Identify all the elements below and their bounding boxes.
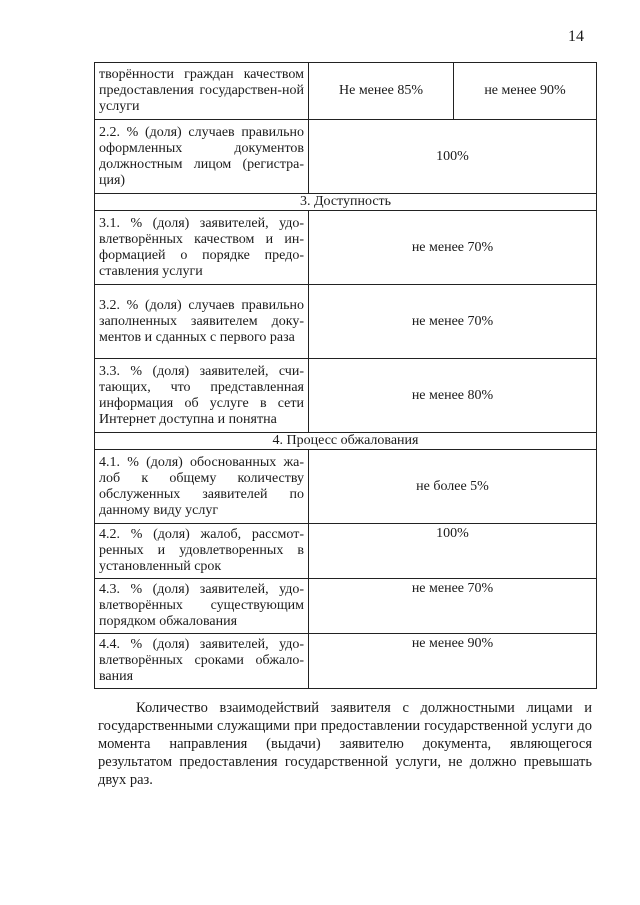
value-cell: 100% bbox=[309, 120, 597, 194]
indicator-cell: 3.2. % (доля) случаев правильно заполненных заявителем доку-ментов и сданных с первого раза bbox=[95, 285, 309, 359]
table-row bbox=[95, 285, 597, 359]
indicator-cell: 3.1. % (доля) заявителей, удо-влетворённых качеством и ин-формацией о порядке предо-ставления услуги bbox=[95, 211, 309, 285]
value-cell: не менее 70% bbox=[309, 579, 597, 634]
table-row bbox=[95, 120, 597, 194]
section-header-row bbox=[95, 194, 597, 211]
value-cell: не менее 70% bbox=[309, 285, 597, 359]
value-cell: не менее 80% bbox=[309, 359, 597, 433]
body-paragraph: Количество взаимодействий заявителя с должностными лицами и государственными служащими при предоставлении государственной услуги до момента направления (выдачи) заявителю документа, являющегося результатом предоставления государственной услуги, не должно превышать двух раз. bbox=[98, 700, 592, 788]
indicator-cell: 4.1. % (доля) обоснованных жа-лоб к общему количеству обслуженных заявителей по данному виду услуг bbox=[95, 450, 309, 524]
indicator-cell: 4.3. % (доля) заявителей, удо-влетворённых существующим порядком обжалования bbox=[95, 579, 309, 634]
table-row bbox=[95, 524, 597, 579]
table-row bbox=[95, 634, 597, 689]
section-header-row bbox=[95, 433, 597, 450]
value-cell: не менее 90% bbox=[454, 63, 597, 120]
value-cell: не менее 90% bbox=[309, 634, 597, 689]
indicator-cell: 4.4. % (доля) заявителей, удо-влетворённых сроками обжало-вания bbox=[95, 634, 309, 689]
value-cell: не менее 70% bbox=[309, 211, 597, 285]
indicator-cell: 4.2. % (доля) жалоб, рассмот-ренных и удовлетворенных в установленный срок bbox=[95, 524, 309, 579]
table-row bbox=[95, 579, 597, 634]
table-row bbox=[95, 450, 597, 524]
value-cell: не более 5% bbox=[309, 450, 597, 524]
indicator-cell: 2.2. % (доля) случаев правильно оформленных документов должностным лицом (регистра-ция) bbox=[95, 120, 309, 194]
value-cell: 100% bbox=[309, 524, 597, 579]
indicator-cell: 3.3. % (доля) заявителей, счи-тающих, что представленная информация об услуге в сети Интернет доступна и понятна bbox=[95, 359, 309, 433]
section-title: 4. Процесс обжалования bbox=[95, 433, 597, 450]
indicator-cell: творённости граждан качеством предоставления государствен-ной услуги bbox=[95, 63, 309, 120]
value-cell: Не менее 85% bbox=[309, 63, 454, 120]
table-row bbox=[95, 359, 597, 433]
quality-indicators-table bbox=[94, 62, 597, 689]
table-row bbox=[95, 211, 597, 285]
page-number: 14 bbox=[568, 28, 584, 45]
section-title: 3. Доступность bbox=[95, 194, 597, 211]
table-row bbox=[95, 63, 597, 120]
